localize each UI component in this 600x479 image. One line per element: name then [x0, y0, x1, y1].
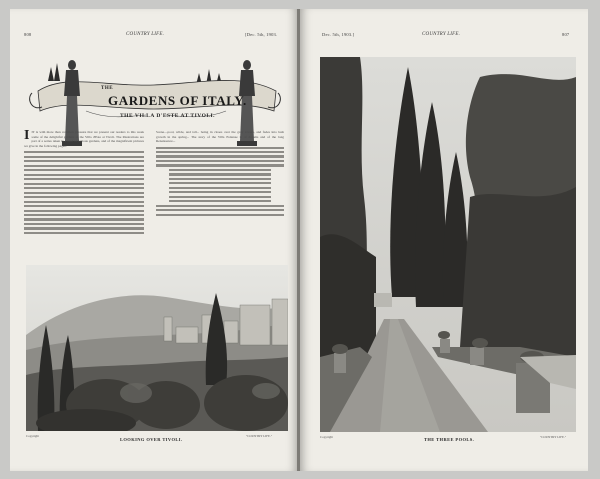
- right-date: Dec. 5th, 1903.]: [322, 32, 355, 37]
- right-photo-caption: THE THREE POOLS.: [424, 437, 475, 442]
- right-page: [300, 9, 588, 471]
- article-intro-text: IT is with more than common pleasure that we present our readers to this week some of the delightful gardens of the Villa d'Este at Tivoli. The illustrations are part of a series taken in a land of famous gardens, and of the magnificent pictures we give in the following pages.: [24, 130, 144, 149]
- right-page-number: 807: [562, 32, 570, 37]
- left-date: [Dec. 5th, 1903.: [245, 32, 278, 37]
- magazine-spread: [10, 9, 588, 471]
- left-page-number: 808: [24, 32, 32, 37]
- article-subtitle: THE VILLA D'ESTE AT TIVOLI.: [120, 113, 216, 119]
- article-body-column-2: [156, 130, 284, 260]
- article-title: GARDENS OF ITALY.: [108, 93, 247, 108]
- tivoli-landscape-photo: [26, 265, 288, 431]
- left-photo-caption: LOOKING OVER TIVOLI.: [120, 437, 183, 442]
- left-photo-credit-right: "COUNTRY LIFE.": [246, 434, 273, 438]
- three-pools-photo: [320, 57, 576, 432]
- right-photo-credit: Copyright: [320, 435, 333, 439]
- left-page: [10, 9, 298, 471]
- left-running-title: COUNTRY LIFE.: [126, 32, 165, 37]
- article-poem-text: Scene—pool, wilde, and tall... being in closes over the gray towers, and fades into lush growth in the spring... The story of the Villa Estiense is of dreams and of the long Renaissance...: [156, 130, 284, 144]
- article-kicker: THE: [101, 86, 114, 91]
- right-running-title: COUNTRY LIFE.: [422, 32, 461, 37]
- left-photo-credit: Copyright: [26, 434, 39, 438]
- article-body-column-1: IIT is with more than common pleasure that we present our readers to this week some of the delightful gardens of the Villa d'Este at Tivoli. The illustrations are part of a series taken in a land of famous gardens, and of the magnificent pictures we give in the following pages.: [24, 130, 144, 260]
- right-photo-credit-right: "COUNTRY LIFE.": [540, 435, 567, 439]
